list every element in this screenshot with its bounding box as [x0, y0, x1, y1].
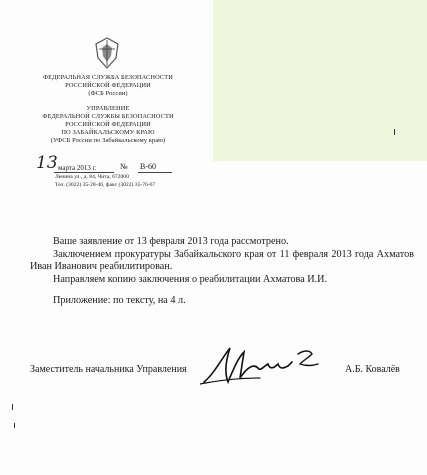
body-paragraph-2: Заключением прокуратуры Забайкальского края от 11 февраля 2013 года Ахматов Иван Иванович реабилитирован.	[30, 248, 414, 273]
date-underline	[54, 172, 114, 173]
department-line3: РОССИЙСКОЙ ФЕДЕРАЦИИ	[65, 121, 151, 129]
number-label: №	[120, 162, 128, 171]
document-number: В-60	[140, 162, 156, 171]
fsb-emblem-icon	[92, 36, 122, 70]
signatory-name: А.Б. Ковалёв	[345, 364, 400, 375]
sender-address	[55, 174, 155, 189]
agency-short-name: (ФСБ России)	[88, 90, 128, 98]
scan-mark	[394, 129, 395, 135]
department-line2: ФЕДЕРАЛЬНОЙ СЛУЖБЫ БЕЗОПАСНОСТИ	[42, 112, 174, 120]
date-month-year: марта 2013 г.	[58, 164, 97, 172]
handwritten-day: 13	[36, 153, 58, 173]
letter-body	[30, 236, 414, 308]
body-paragraph-1: Ваше заявление от 13 февраля 2013 года рассмотрено.	[53, 236, 289, 247]
scan-mark	[14, 423, 15, 428]
date-number-line	[36, 153, 206, 173]
sticky-note-overlay	[213, 0, 427, 161]
department-line1: УПРАВЛЕНИЕ	[86, 104, 130, 112]
number-underline	[138, 172, 172, 173]
address-line2: Тел. (3022) 35-28-46, факс (3022) 35-76-67	[55, 181, 156, 188]
attachment-note: Приложение: по тексту, на 4 л.	[53, 295, 186, 307]
scan-mark	[12, 404, 13, 410]
body-paragraph-3: Направляем копию заключения о реабилитации Ахматова И.И.	[53, 273, 328, 285]
address-line1: Ленина ул., д. 84, Чита, 672000	[55, 174, 129, 180]
letterhead	[20, 74, 196, 146]
handwritten-signature	[200, 344, 325, 388]
agency-name-line2: РОССИЙСКОЙ ФЕДЕРАЦИИ	[65, 82, 151, 90]
department-short-name: (УФСБ России по Забайкальскому краю)	[50, 137, 166, 145]
department-line4: ПО ЗАБАЙКАЛЬСКОМУ КРАЮ	[61, 129, 155, 137]
agency-name-line1: ФЕДЕРАЛЬНАЯ СЛУЖБА БЕЗОПАСНОСТИ	[43, 74, 173, 81]
signatory-position: Заместитель начальника Управления	[30, 364, 187, 375]
